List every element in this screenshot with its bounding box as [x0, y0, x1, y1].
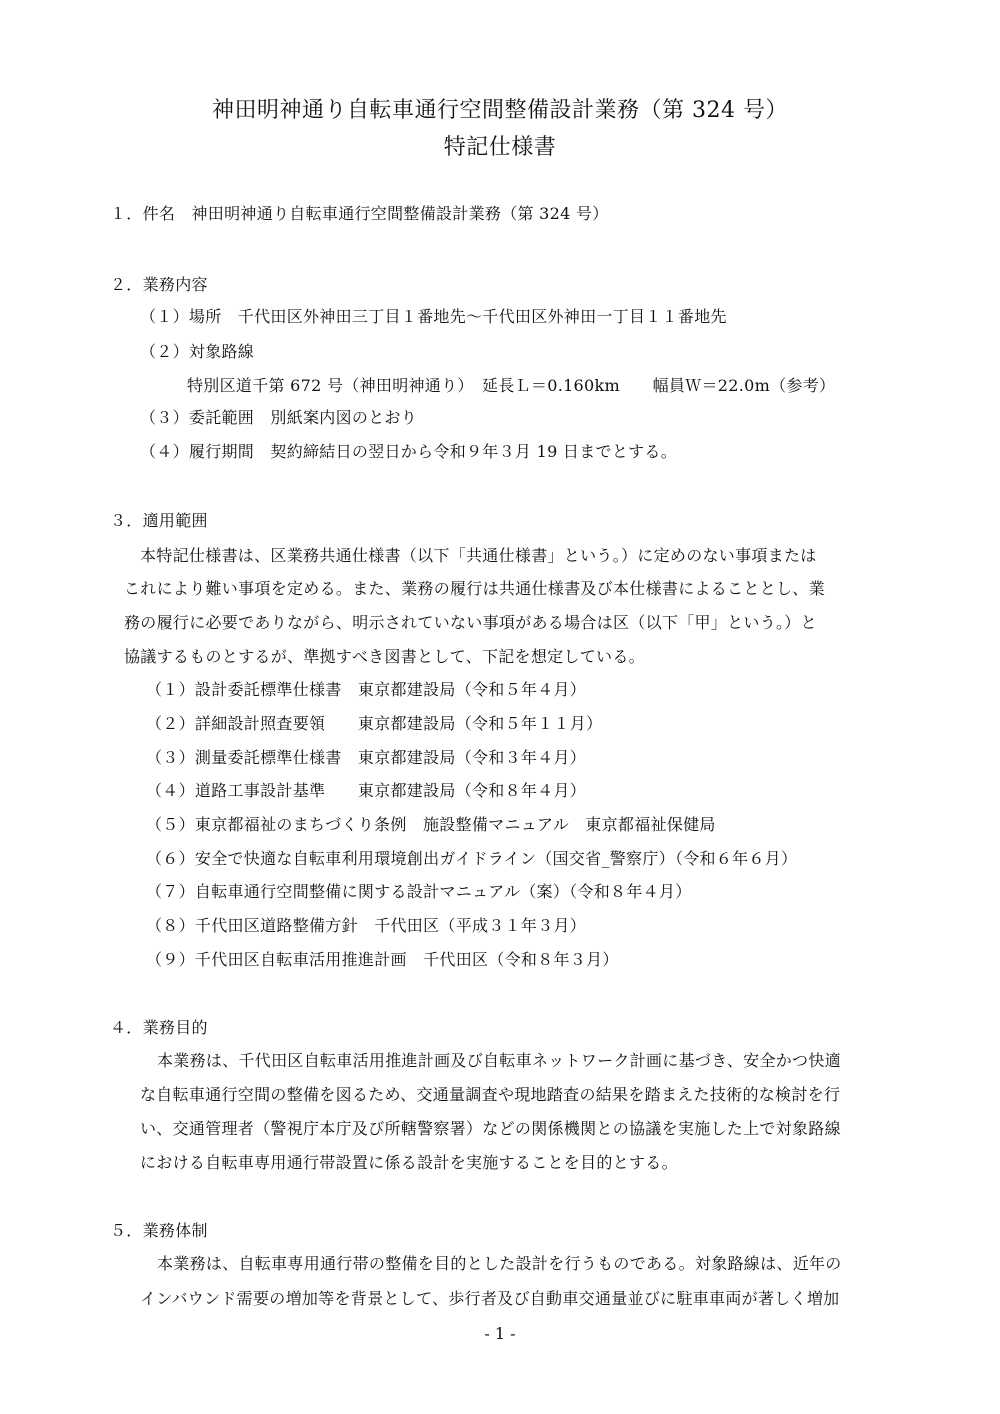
section-4-paragraph-line: な自転車通行空間の整備を図るため、交通量調査や現地踏査の結果を踏まえた技術的な検討を行 — [140, 1085, 841, 1104]
page-number: - 1 - — [484, 1324, 516, 1343]
section-3-paragraph-line: 務の履行に必要でありながら、明示されていない事項がある場合は区（以下「甲」という。）と — [124, 613, 817, 632]
section-1-heading: １．件名 神田明神通り自転車通行空間整備設計業務（第 324 号） — [110, 204, 609, 223]
section-4-paragraph-line: における自転車専用通行帯設置に係る設計を実施することを目的とする。 — [140, 1153, 678, 1172]
section-2-heading: ２．業務内容 — [110, 275, 208, 294]
section-4-heading: ４．業務目的 — [110, 1018, 208, 1037]
document-title-line1: 神田明神通り自転車通行空間整備設計業務（第 324 号） — [212, 98, 788, 123]
document-title-line2: 特記仕様書 — [443, 135, 557, 160]
section-3-paragraph-line: これにより難い事項を定める。また、業務の履行は共通仕様書及び本仕様書によることとし、業 — [124, 579, 825, 598]
section-2-item: （１）場所 千代田区外神田三丁目１番地先～千代田区外神田一丁目１１番地先 — [140, 307, 727, 326]
section-3-list-item: （９）千代田区自転車活用推進計画 千代田区（令和８年３月） — [146, 950, 619, 969]
section-2-item: 特別区道千第 672 号（神田明神通り） 延長Ｌ＝0.160km 幅員Ｗ＝22.0m（参考） — [187, 376, 836, 395]
section-3-paragraph-line: 本特記仕様書は、区業務共通仕様書（以下「共通仕様書」という。）に定めのない事項または — [140, 546, 817, 565]
section-3-list-item: （６）安全で快適な自転車利用環境創出ガイドライン（国交省_警察庁）（令和６年６月） — [146, 849, 798, 868]
section-3-list-item: （２）詳細設計照査要領 東京都建設局（令和５年１１月） — [146, 714, 603, 733]
section-3-list-item: （１）設計委託標準仕様書 東京都建設局（令和５年４月） — [146, 680, 587, 699]
section-4-paragraph-line: い、交通管理者（警視庁本庁及び所轄警察署）などの関係機関との協議を実施した上で対象路線 — [140, 1119, 841, 1138]
section-2-item: （４）履行期間 契約締結日の翌日から令和９年３月 19 日までとする。 — [140, 442, 678, 461]
section-5-heading: ５．業務体制 — [110, 1221, 208, 1240]
section-2-item: （３）委託範囲 別紙案内図のとおり — [140, 408, 418, 427]
section-5-paragraph-line: 本業務は、自転車専用通行帯の整備を目的とした設計を行うものである。対象路線は、近年の — [157, 1254, 842, 1273]
section-3-list-item: （４）道路工事設計基準 東京都建設局（令和８年４月） — [146, 781, 587, 800]
section-3-list-item: （５）東京都福祉のまちづくり条例 施設整備マニュアル 東京都福祉保健局 — [146, 815, 716, 834]
section-2-item: （２）対象路線 — [140, 342, 255, 361]
section-3-list-item: （３）測量委託標準仕様書 東京都建設局（令和３年４月） — [146, 748, 587, 767]
section-3-paragraph-line: 協議するものとするが、準拠すべき図書として、下記を想定している。 — [124, 647, 645, 666]
section-3-list-item: （７）自転車通行空間整備に関する設計マニュアル（案）（令和８年４月） — [146, 882, 692, 901]
section-4-paragraph-line: 本業務は、千代田区自転車活用推進計画及び自転車ネットワーク計画に基づき、安全かつ快適 — [157, 1051, 841, 1070]
section-3-heading: ３．適用範囲 — [110, 511, 208, 530]
section-5-paragraph-line: インバウンド需要の増加等を背景として、歩行者及び自動車交通量並びに駐車車両が著しく増加 — [140, 1289, 840, 1308]
section-3-list-item: （８）千代田区道路整備方針 千代田区（平成３１年３月） — [146, 916, 587, 935]
